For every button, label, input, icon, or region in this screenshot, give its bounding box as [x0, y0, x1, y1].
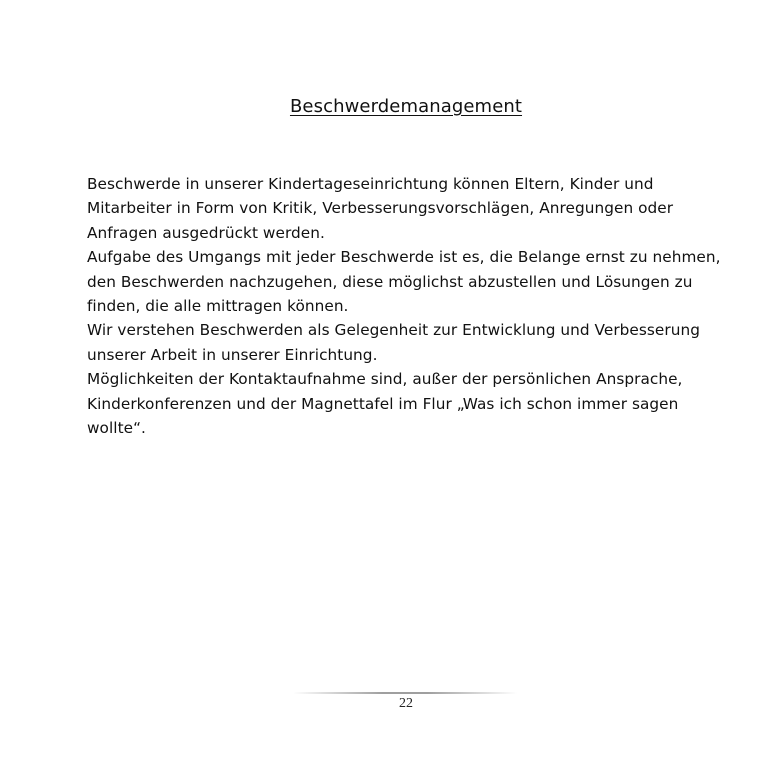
- footer-divider: [293, 692, 517, 694]
- page-number: 22: [399, 696, 413, 711]
- paragraph-contact-options: Möglichkeiten der Kontaktaufnahme sind, außer der persönlichen Ansprache, Kinderkonferenzen und der Magnettafel im Flur „Was ich schon immer sagen wollte“.: [87, 370, 683, 438]
- paragraph-complaint-sources: Beschwerde in unserer Kindertageseinrichtung können Eltern, Kinder und Mitarbeiter in Form von Kritik, Verbesserungsvorschlägen, Anregungen oder Anfragen ausgedrückt werden.: [87, 175, 674, 242]
- paragraph-task-handling: Aufgabe des Umgangs mit jeder Beschwerde ist es, die Belange ernst zu nehmen, den Beschwerden nachzugehen, diese möglichst abzustellen und Lösungen zu finden, die alle mittragen können.: [87, 248, 721, 316]
- page-title: Beschwerdemanagement: [289, 96, 523, 117]
- body-text: [87, 172, 727, 440]
- paragraph-opportunity: Wir verstehen Beschwerden als Gelegenheit zur Entwicklung und Verbesserung unserer Arbeit in unserer Einrichtung.: [87, 321, 700, 364]
